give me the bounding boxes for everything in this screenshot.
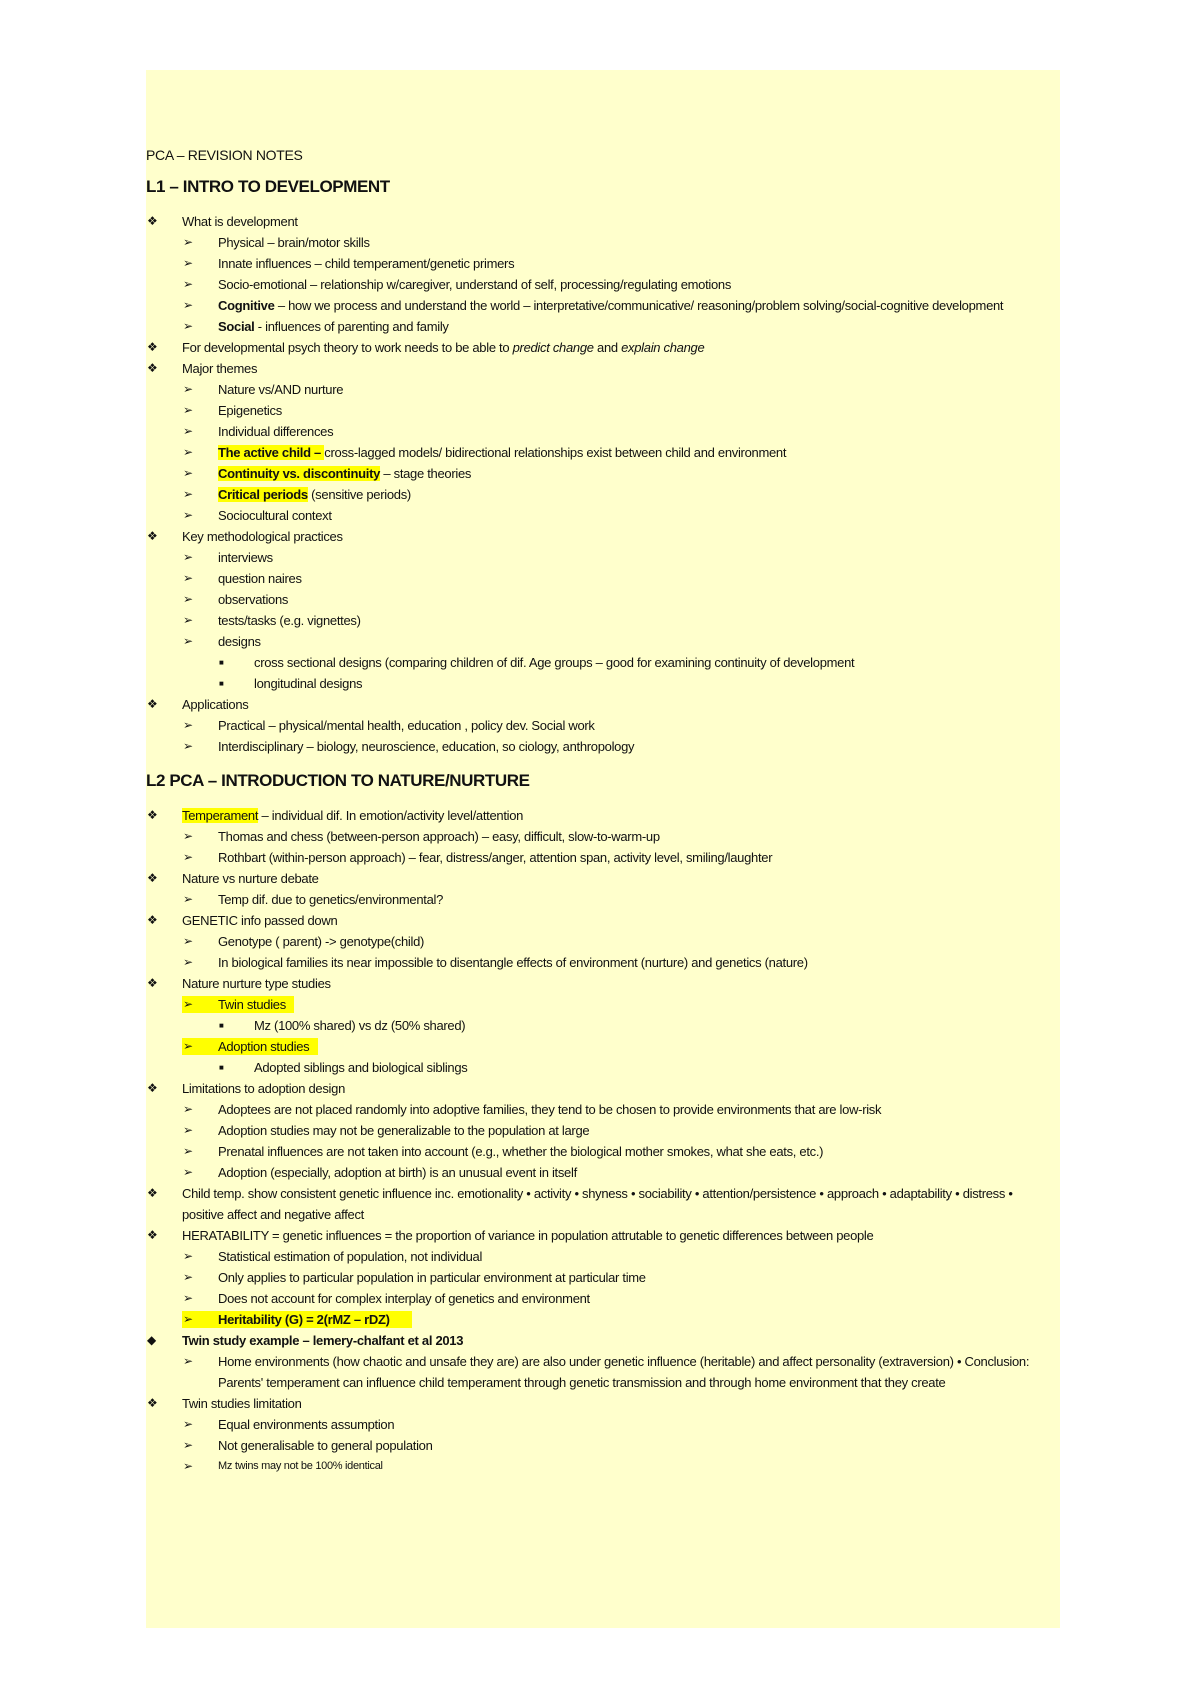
list-item: ➢ Innate influences – child temperament/genetic primers (146, 253, 1046, 274)
list-item: ❖ Nature vs nurture debate (146, 868, 1046, 889)
list-item: ❖ What is development (146, 211, 1046, 232)
arrow-bullet-icon: ➢ (183, 1291, 193, 1305)
square-bullet-icon: ■ (219, 1063, 224, 1072)
list-item: ➢ Rothbart (within-person approach) – fear, distress/anger, attention span, activity level, smiling/laughter (146, 847, 1046, 868)
arrow-bullet-icon: ➢ (183, 592, 193, 606)
arrow-bullet-icon: ➢ (183, 634, 193, 648)
arrow-bullet-icon: ➢ (183, 955, 193, 969)
arrow-bullet-icon: ➢ (183, 403, 193, 417)
arrow-bullet-icon: ➢ (183, 445, 193, 459)
list-item: ➢ Adoption studies (146, 1036, 1046, 1057)
diamond-bullet-icon: ❖ (147, 340, 158, 354)
list-item: ➢ Does not account for complex interplay of genetics and environment (146, 1288, 1046, 1309)
arrow-bullet-icon: ➢ (183, 1102, 193, 1116)
list-item: ❖ HERATABILITY = genetic influences = the proportion of variance in population attrutable to genetic differences between people (146, 1225, 1046, 1246)
square-bullet-icon: ■ (219, 1021, 224, 1030)
list-item: ➢ Heritability (G) = 2(rMZ – rDZ) (146, 1309, 1046, 1330)
list-item: ■ cross sectional designs (comparing children of dif. Age groups – good for examining continuity of development (146, 652, 1046, 673)
square-bullet-icon: ■ (219, 679, 224, 688)
arrow-bullet-icon: ➢ (183, 850, 193, 864)
arrow-bullet-icon: ➢ (183, 508, 193, 522)
list-item: ➢ Socio-emotional – relationship w/caregiver, understand of self, processing/regulating emotions (146, 274, 1046, 295)
arrow-bullet-icon: ➢ (183, 1270, 193, 1284)
list-item: ➢ Practical – physical/mental health, education , policy dev. Social work (146, 715, 1046, 736)
list-item: ➢ The active child – cross-lagged models/ bidirectional relationships exist between child and environment (146, 442, 1046, 463)
diamond-bullet-icon: ❖ (147, 976, 158, 990)
arrow-bullet-icon: ➢ (183, 382, 193, 396)
list-item: ❖ Applications (146, 694, 1046, 715)
arrow-bullet-icon: ➢ (183, 739, 193, 753)
diamond-bullet-icon: ❖ (147, 1081, 158, 1095)
section-heading-l2: L2 PCA – INTRODUCTION TO NATURE/NURTURE (146, 771, 530, 790)
list-item: ➢ Adoption studies may not be generalizable to the population at large (146, 1120, 1046, 1141)
list-item: ❖ Limitations to adoption design (146, 1078, 1046, 1099)
list-item: ➢ Social - influences of parenting and family (146, 316, 1046, 337)
list-item: ➢ observations (146, 589, 1046, 610)
arrow-bullet-icon: ➢ (183, 997, 193, 1011)
arrow-bullet-icon: ➢ (183, 1165, 193, 1179)
diamond-bullet-icon: ❖ (147, 808, 158, 822)
diamond-bullet-icon: ❖ (147, 1228, 158, 1242)
list-item: ❖ Child temp. show consistent genetic influence inc. emotionality • activity • shyness • sociability • attention/persistence • approach • adaptability • distress • positive affect and negative affect (146, 1183, 1046, 1225)
arrow-bullet-icon: ➢ (183, 1354, 193, 1368)
list-item: ➢ Not generalisable to general population (146, 1435, 1046, 1456)
list-item: ➢ Home environments (how chaotic and unsafe they are) are also under genetic influence (heritable) and affect personality (extraversion) • Conclusion: Parents' temperament can influence child temperament through genetic transmission and through home environment that they create (146, 1351, 1046, 1393)
arrow-bullet-icon: ➢ (183, 1312, 193, 1326)
list-item: ■ longitudinal designs (146, 673, 1046, 694)
arrow-bullet-icon: ➢ (183, 1438, 193, 1452)
diamond-bullet-icon: ❖ (147, 529, 158, 543)
arrow-bullet-icon: ➢ (183, 1249, 193, 1263)
list-item: ➢ Statistical estimation of population, not individual (146, 1246, 1046, 1267)
arrow-bullet-icon: ➢ (183, 934, 193, 948)
list-item: ➢ tests/tasks (e.g. vignettes) (146, 610, 1046, 631)
list-item: ➢ Twin studies (146, 994, 1046, 1015)
list-item: ➢ Physical – brain/motor skills (146, 232, 1046, 253)
diamond-bullet-icon: ❖ (147, 1396, 158, 1410)
list-item: ➢ Mz twins may not be 100% identical (146, 1456, 1046, 1477)
arrow-bullet-icon: ➢ (183, 550, 193, 564)
list-item: ➢ interviews (146, 547, 1046, 568)
diamond-bullet-icon: ❖ (147, 871, 158, 885)
list-item: ❖ Major themes (146, 358, 1046, 379)
section-heading-l1: L1 – INTRO TO DEVELOPMENT (146, 177, 390, 196)
list-item: ➢ Critical periods (sensitive periods) (146, 484, 1046, 505)
diamond-bullet-icon: ❖ (147, 697, 158, 711)
list-item: ➢ Equal environments assumption (146, 1414, 1046, 1435)
document-page (146, 70, 1060, 1628)
arrow-bullet-icon: ➢ (183, 235, 193, 249)
list-item: ➢ Thomas and chess (between-person approach) – easy, difficult, slow-to-warm-up (146, 826, 1046, 847)
arrow-bullet-icon: ➢ (183, 1459, 193, 1473)
list-item: ■ Mz (100% shared) vs dz (50% shared) (146, 1015, 1046, 1036)
arrow-bullet-icon: ➢ (183, 613, 193, 627)
list-item: ❖ Temperament – individual dif. In emotion/activity level/attention (146, 805, 1046, 826)
list-item: ❖ GENETIC info passed down (146, 910, 1046, 931)
list-item: ➢ Sociocultural context (146, 505, 1046, 526)
arrow-bullet-icon: ➢ (183, 1039, 193, 1053)
list-item: ➢ Individual differences (146, 421, 1046, 442)
list-item: ➢ designs (146, 631, 1046, 652)
arrow-bullet-icon: ➢ (183, 256, 193, 270)
arrow-bullet-icon: ➢ (183, 487, 193, 501)
list-item: ➢ Continuity vs. discontinuity – stage theories (146, 463, 1046, 484)
diamond-bullet-icon: ❖ (147, 214, 158, 228)
list-item: ➢ Epigenetics (146, 400, 1046, 421)
arrow-bullet-icon: ➢ (183, 829, 193, 843)
list-item: ➢ Genotype ( parent) -> genotype(child) (146, 931, 1046, 952)
list-item: ❖ Key methodological practices (146, 526, 1046, 547)
list-item: ❖ Nature nurture type studies (146, 973, 1046, 994)
list-item: ❖ For developmental psych theory to work needs to be able to predict change and explain change (146, 337, 1046, 358)
arrow-bullet-icon: ➢ (183, 298, 193, 312)
arrow-bullet-icon: ➢ (183, 892, 193, 906)
list-item: ■ Adopted siblings and biological siblings (146, 1057, 1046, 1078)
diamond-bullet-icon: ❖ (147, 361, 158, 375)
arrow-bullet-icon: ➢ (183, 319, 193, 333)
list-item: ➢ Temp dif. due to genetics/environmental? (146, 889, 1046, 910)
arrow-bullet-icon: ➢ (183, 571, 193, 585)
list-item: ➢ question naires (146, 568, 1046, 589)
arrow-bullet-icon: ➢ (183, 466, 193, 480)
document-title: PCA – REVISION NOTES (146, 147, 303, 163)
square-bullet-icon: ■ (219, 658, 224, 667)
diamond-bullet-icon: ❖ (147, 1186, 158, 1200)
list-item: ➢ Only applies to particular population in particular environment at particular time (146, 1267, 1046, 1288)
list-item: ➢ Nature vs/AND nurture (146, 379, 1046, 400)
arrow-bullet-icon: ➢ (183, 1144, 193, 1158)
list-item: ❖ Twin studies limitation (146, 1393, 1046, 1414)
solid-diamond-bullet-icon: ◆ (147, 1333, 156, 1347)
document-content (146, 145, 1046, 1477)
arrow-bullet-icon: ➢ (183, 1417, 193, 1431)
list-item: ◆ Twin study example – lemery-chalfant et al 2013 (146, 1330, 1046, 1351)
arrow-bullet-icon: ➢ (183, 424, 193, 438)
list-item: ➢ Cognitive – how we process and understand the world – interpretative/communicative/ reasoning/problem solving/social-cognitive development (146, 295, 1046, 316)
list-item: ➢ Adoption (especially, adoption at birth) is an unusual event in itself (146, 1162, 1046, 1183)
arrow-bullet-icon: ➢ (183, 718, 193, 732)
list-item: ➢ Interdisciplinary – biology, neuroscience, education, so ciology, anthropology (146, 736, 1046, 757)
arrow-bullet-icon: ➢ (183, 277, 193, 291)
list-item: ➢ Prenatal influences are not taken into account (e.g., whether the biological mother smokes, what she eats, etc.) (146, 1141, 1046, 1162)
list-item: ➢ Adoptees are not placed randomly into adoptive families, they tend to be chosen to provide environments that are low-risk (146, 1099, 1046, 1120)
list-item: ➢ In biological families its near impossible to disentangle effects of environment (nurture) and genetics (nature) (146, 952, 1046, 973)
diamond-bullet-icon: ❖ (147, 913, 158, 927)
arrow-bullet-icon: ➢ (183, 1123, 193, 1137)
